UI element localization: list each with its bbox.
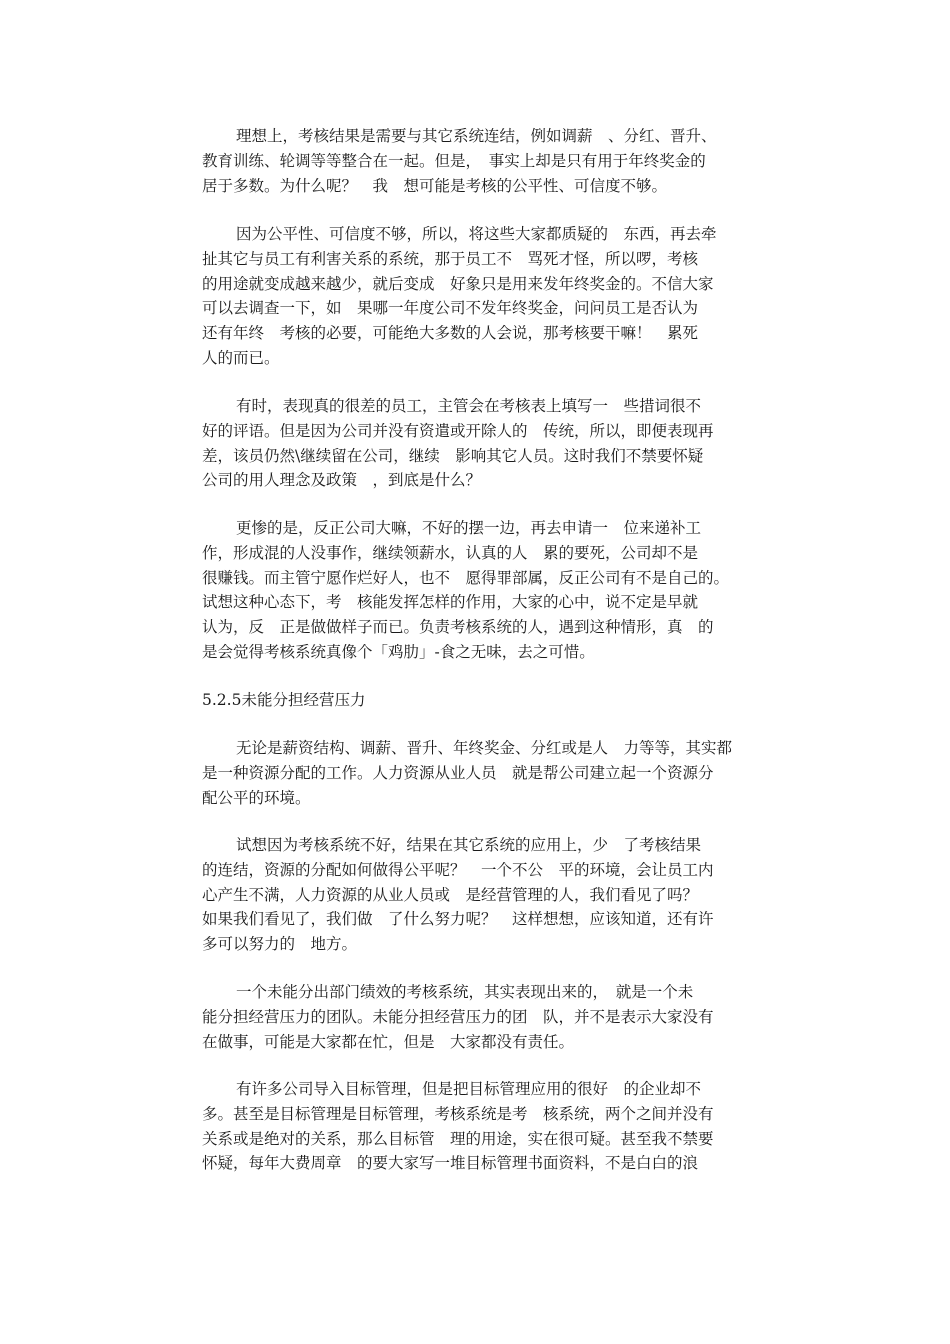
section-heading (202, 688, 762, 713)
text-line: 可以去调查一下，如 果哪一年度公司不发年终奖金，问问员工是否认为 (202, 299, 699, 318)
text-line: 心产生不满，人力资源的从业人员或 是经营管理的人，我们看见了吗？ (202, 885, 699, 904)
text-line: 多可以努力的 地方。 (202, 935, 358, 954)
text-line: 好的评语。但是因为公司并没有资遣或开除人的 传统，所以，即便表现再 (202, 421, 714, 440)
text-line: 是一种资源分配的工作。人力资源从业人员 就是帮公司建立起一个资源分 (202, 763, 714, 782)
text-line: 有时，表现真的很差的员工，主管会在考核表上填写一 些措词很不 (236, 397, 702, 415)
paragraph-3 (202, 394, 762, 493)
paragraph-4 (202, 516, 762, 665)
text-line: 在做事，可能是大家都在忙，但是 大家都没有责任。 (202, 1032, 575, 1051)
text-line: 的用途就变成越来越少，就后变成 好象只是用来发年终奖金的。不信大家 (202, 274, 714, 293)
paragraph-7 (202, 980, 762, 1054)
text-line: 教育训练、轮调等等整合在一起。但是， 事实上却是只有用于年终奖金的 (202, 151, 706, 170)
text-line: 配公平的环境。 (202, 788, 311, 807)
paragraph-8 (202, 1077, 762, 1176)
text-line: 很赚钱。而主管宁愿作烂好人，也不 愿得罪部属，反正公司有不是自己的。 (202, 568, 730, 587)
text-line: 还有年终 考核的必要，可能绝大多数的人会说，那考核要干嘛！ 累死 (202, 324, 699, 343)
text-line: 有许多公司导入目标管理，但是把目标管理应用的很好 的企业却不 (236, 1080, 702, 1098)
text-line: 公司的用人理念及政策 ，到底是什么？ (202, 471, 482, 490)
text-line: 一个未能分出部门绩效的考核系统，其实表现出来的， 就是一个未 (236, 983, 694, 1001)
text-line: 理想上，考核结果是需要与其它系统连结，例如调薪 、分红、晋升、 (236, 127, 717, 145)
text-line: 关系或是绝对的关系，那么目标管 理的用途，实在很可疑。甚至我不禁要 (202, 1129, 714, 1148)
text-line: 差，该员仍然\继续留在公司，继续 影响其它人员。这时我们不禁要怀疑 (202, 446, 704, 465)
text-line: 多。甚至是目标管理是目标管理，考核系统是考 核系统，两个之间并没有 (202, 1104, 714, 1123)
text-line: 试想这种心态下，考 核能发挥怎样的作用，大家的心中，说不定是早就 (202, 593, 699, 612)
text-line: 如果我们看见了，我们做 了什么努力呢？ 这样想想，应该知道，还有许 (202, 910, 714, 929)
text-line: 因为公平性、可信度不够，所以，将这些大家都质疑的 东西，再去牵 (236, 225, 717, 243)
text-line: 无论是薪资结构、调薪、晋升、年终奖金、分红或是人 力等等，其实都 (236, 739, 733, 757)
text-line: 的连结，资源的分配如何做得公平呢？ 一个不公 平的环境，会让员工内 (202, 860, 714, 879)
text-line: 是会觉得考核系统真像个「鸡肋」-食之无味，去之可惜。 (202, 642, 595, 661)
section-heading-text: 5.2.5未能分担经营压力 (202, 691, 366, 709)
text-line: 人的而已。 (202, 348, 280, 367)
paragraph-6 (202, 833, 762, 957)
text-line: 作，形成混的人没事作，继续领薪水，认真的人 累的要死，公司却不是 (202, 543, 699, 562)
text-line: 更惨的是，反正公司大嘛，不好的摆一边，再去申请一 位来递补工 (236, 519, 702, 537)
paragraph-1 (202, 124, 762, 198)
paragraph-5 (202, 736, 762, 810)
paragraph-2 (202, 222, 762, 371)
text-line: 认为，反 正是做做样子而已。负责考核系统的人，遇到这种情形，真 的 (202, 618, 714, 637)
text-line: 扯其它与员工有利害关系的系统，那于员工不 骂死才怪，所以啰，考核 (202, 249, 699, 268)
text-line: 怀疑，每年大费周章 的要大家写一堆目标管理书面资料，不是白白的浪 (202, 1154, 699, 1173)
text-line: 能分担经营压力的团队。未能分担经营压力的团 队，并不是表示大家没有 (202, 1007, 714, 1026)
text-line: 试想因为考核系统不好，结果在其它系统的应用上，少 了考核结果 (236, 836, 702, 854)
text-line: 居于多数。为什么呢？ 我 想可能是考核的公平性、可信度不够。 (202, 176, 668, 195)
